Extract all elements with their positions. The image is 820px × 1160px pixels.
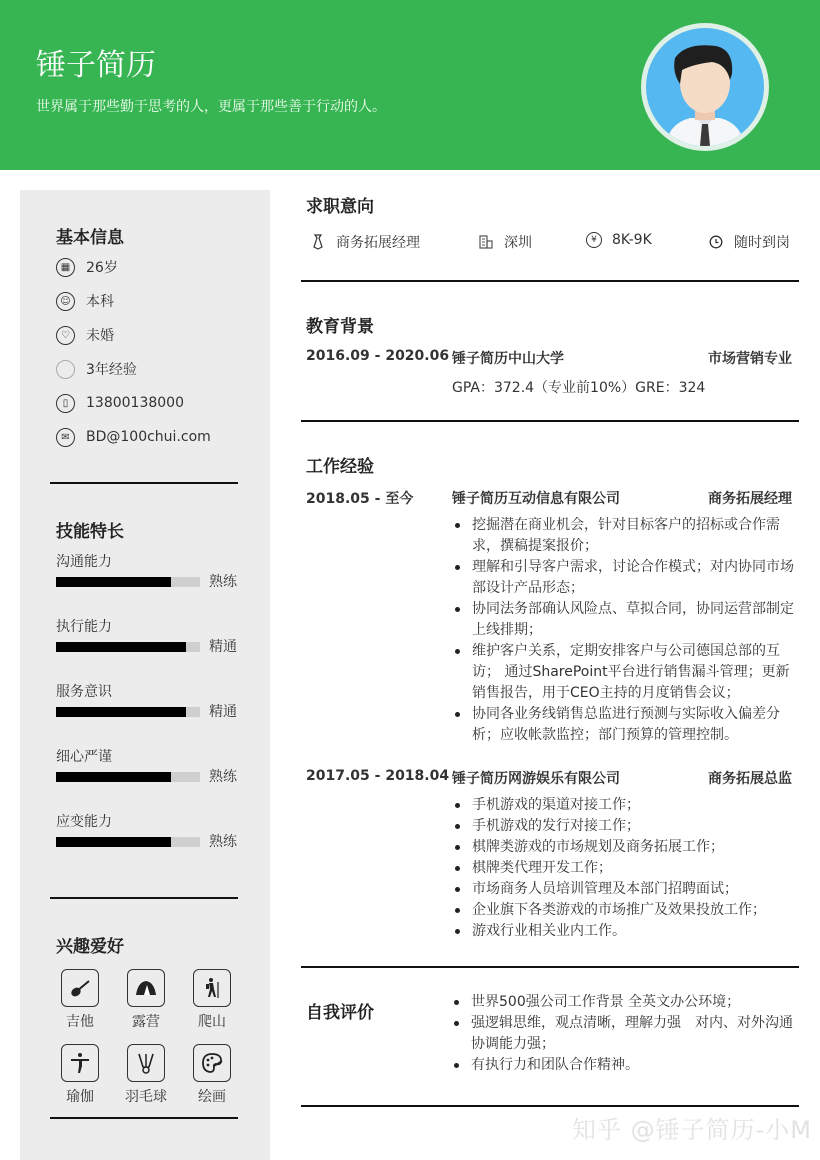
job-duties	[452, 795, 797, 942]
hobby-item: 露营	[121, 969, 171, 1031]
intent-position: 商务拓展经理	[310, 232, 420, 252]
clock-icon	[708, 234, 724, 250]
skill-bar	[56, 642, 200, 652]
list-item: 棋牌类游戏的市场规划及商务拓展工作；	[452, 837, 797, 858]
hobby-item: 吉他	[55, 969, 105, 1031]
divider	[50, 482, 238, 484]
info-degree: ☺ 本科	[56, 290, 114, 312]
intent-city: 深圳	[478, 232, 532, 252]
education-date: 2016.09 - 2020.06	[306, 348, 450, 364]
job-date: 2017.05 - 2018.04	[306, 768, 450, 784]
job-role: 商务拓展总监	[708, 771, 792, 787]
watermark: 知乎 @锤子简历-小M	[572, 1116, 812, 1144]
list-item: 协同法务部确认风险点、草拟合同，协同运营部制定上线排期；	[452, 599, 797, 641]
basic-info-title: 基本信息	[56, 228, 124, 248]
divider	[301, 966, 799, 968]
avatar	[641, 23, 769, 151]
education-major: 市场营销专业	[708, 351, 792, 367]
sidebar	[20, 190, 270, 1160]
hiking-icon	[193, 969, 231, 1007]
education-school: 锤子简历中山大学	[452, 351, 564, 367]
job-date: 2018.05 - 至今	[306, 491, 414, 507]
tent-icon	[127, 969, 165, 1007]
hobby-item: 瑜伽	[55, 1044, 105, 1106]
calendar-icon: ▦	[56, 258, 75, 277]
resume-name: 锤子简历	[36, 48, 156, 83]
list-item: 棋牌类代理开发工作；	[452, 858, 797, 879]
divider	[301, 280, 799, 282]
job-role: 商务拓展经理	[708, 491, 792, 507]
divider	[301, 420, 799, 422]
hobby-item: 羽毛球	[121, 1044, 171, 1106]
list-item: 有执行力和团队合作精神。	[451, 1055, 796, 1076]
hearts-icon: ♡	[56, 326, 75, 345]
intent-salary: ¥ 8K-9K	[586, 232, 652, 248]
list-item: 维护客户关系，定期安排客户与公司德国总部的互访； 通过SharePoint平台进行销售漏斗管理；更新销售报告，用于CEO主持的月度销售会议；	[452, 641, 797, 704]
info-phone: ▯ 13800138000	[56, 392, 184, 414]
tie-icon	[310, 234, 326, 250]
skill-item: 服务意识 精通	[56, 684, 237, 720]
list-item: 市场商务人员培训管理及本部门招聘面试；	[452, 879, 797, 900]
list-item: 企业旗下各类游戏的市场推广及效果投放工作；	[452, 900, 797, 921]
intent-availability: 随时到岗	[708, 232, 790, 252]
phone-icon: ▯	[56, 394, 75, 413]
list-item: 游戏行业相关业内工作。	[452, 921, 797, 942]
list-item: 挖掘潜在商业机会，针对目标客户的招标或合作需求，撰稿提案报价；	[452, 515, 797, 557]
info-experience: 3年经验	[56, 358, 137, 380]
divider	[50, 1117, 238, 1119]
skill-bar	[56, 837, 200, 847]
divider	[301, 1105, 799, 1107]
info-marital: ♡ 未婚	[56, 324, 114, 346]
intent-title: 求职意向	[306, 197, 374, 217]
hobbies-title: 兴趣爱好	[56, 937, 124, 957]
skills-title: 技能特长	[56, 522, 124, 542]
mail-icon: ✉	[56, 428, 75, 447]
job-company: 锤子简历网游娱乐有限公司	[452, 771, 620, 787]
divider	[50, 897, 238, 899]
guitar-icon	[61, 969, 99, 1007]
skill-bar	[56, 707, 200, 717]
skill-item: 沟通能力 熟练	[56, 554, 237, 590]
info-age: ▦ 26岁	[56, 256, 118, 278]
shuttlecock-icon	[127, 1044, 165, 1082]
job-duties	[452, 515, 797, 746]
education-title: 教育背景	[306, 317, 374, 337]
list-item: 理解和引导客户需求，讨论合作模式；对内协同市场部设计产品形态；	[452, 557, 797, 599]
building-icon	[478, 234, 494, 250]
list-item: 协同各业务线销售总监进行预测与实际收入偏差分析；应收帐款监控；部门预算的管理控制。	[452, 704, 797, 746]
self-eval-list	[451, 992, 796, 1076]
resume-header	[0, 0, 820, 170]
skill-bar	[56, 772, 200, 782]
briefcase-icon	[56, 360, 75, 379]
graduation-icon: ☺	[56, 292, 75, 311]
yen-icon: ¥	[586, 232, 602, 248]
palette-icon	[193, 1044, 231, 1082]
skill-item: 执行能力 精通	[56, 619, 237, 655]
self-eval-title: 自我评价	[306, 1003, 374, 1023]
person-avatar-icon	[646, 28, 764, 146]
list-item: 强逻辑思维，观点清晰，理解力强 对内、对外沟通协调能力强；	[451, 1013, 796, 1055]
info-email: ✉ BD@100chui.com	[56, 426, 211, 448]
work-title: 工作经验	[306, 457, 374, 477]
skill-item: 应变能力 熟练	[56, 814, 237, 850]
yoga-icon	[61, 1044, 99, 1082]
skill-item: 细心严谨 熟练	[56, 749, 237, 785]
list-item: 手机游戏的发行对接工作；	[452, 816, 797, 837]
hobby-item: 爬山	[187, 969, 237, 1031]
list-item: 世界500强公司工作背景 全英文办公环境；	[451, 992, 796, 1013]
job-company: 锤子简历互动信息有限公司	[452, 491, 620, 507]
education-detail: GPA：372.4（专业前10%）GRE：324	[452, 380, 706, 396]
resume-motto: 世界属于那些勤于思考的人，更属于那些善于行动的人。	[36, 99, 386, 115]
list-item: 手机游戏的渠道对接工作；	[452, 795, 797, 816]
hobby-item: 绘画	[187, 1044, 237, 1106]
skill-bar	[56, 577, 200, 587]
